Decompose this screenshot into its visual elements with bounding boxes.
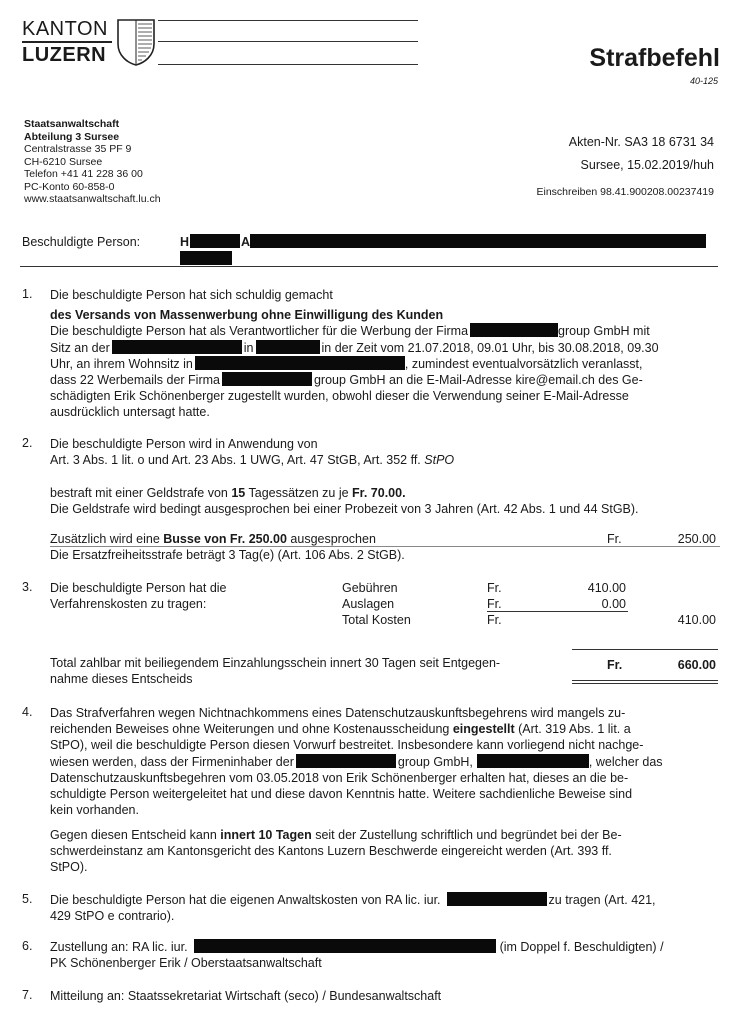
text: seit der Zustellung schriftlich und begründet bei der Be-	[311, 828, 622, 842]
fine-line	[50, 485, 720, 501]
penalty-rule	[50, 546, 720, 547]
section-number: 5.	[22, 892, 33, 906]
section-5	[50, 892, 720, 924]
cost-currency: Fr.	[487, 581, 502, 595]
text	[50, 827, 720, 843]
cost-label: Gebühren	[342, 581, 398, 595]
sender-department: Abteilung 3 Sursee	[24, 130, 120, 143]
section-2-intro: Die beschuldigte Person wird in Anwendung von	[50, 437, 318, 451]
redaction-bar	[447, 892, 547, 906]
penalty-total: 250.00	[677, 532, 716, 546]
text: in der Zeit vom 21.07.2018, 09.01 Uhr, bis 30.08.2018, 09.30	[321, 340, 659, 355]
cost-total: 410.00	[677, 613, 716, 627]
fine-sentence	[50, 485, 720, 517]
text: Total zahlbar mit beiliegendem Einzahlungsschein innert 30 Tagen seit Entgegen-	[50, 656, 501, 670]
text: StPO	[424, 453, 455, 468]
text: nahme dieses Entscheids	[50, 672, 193, 687]
sender-website: www.staatsanwaltschaft.lu.ch	[24, 193, 161, 205]
text: bestraft mit einer Geldstrafe von	[50, 486, 232, 500]
sender-city: CH-6210 Sursee	[24, 155, 103, 168]
section-1-line	[50, 372, 720, 388]
daily-rate-count: 15	[231, 486, 246, 500]
text: Verfahrenskosten zu tragen:	[50, 597, 207, 612]
sender-account: PC-Konto 60-858-0	[24, 180, 115, 193]
section-1-intro: Die beschuldigte Person hat sich schuldig gemacht	[50, 288, 333, 302]
accused-label: Beschuldigte Person:	[22, 235, 141, 249]
appeal-notice	[50, 827, 720, 876]
redaction-bar	[477, 754, 589, 768]
grand-total-currency: Fr.	[607, 658, 623, 672]
text: ausgesprochen	[286, 532, 376, 546]
section-1-line	[50, 356, 720, 372]
sender-address	[24, 118, 264, 206]
cost-amount: 410.00	[587, 581, 626, 595]
cost-currency: Fr.	[487, 613, 502, 627]
text: Art. 3 Abs. 1 lit. o und Art. 23 Abs. 1 UWG, Art. 47 StGB, Art. 352 ff.	[50, 453, 425, 468]
form-code: 40-125	[689, 76, 718, 86]
text: (im Doppel f. Beschuldigten) /	[499, 940, 664, 954]
text	[50, 939, 720, 955]
coat-of-arms-icon	[116, 18, 156, 66]
redaction-bar	[195, 356, 405, 370]
redaction-bar	[470, 323, 558, 337]
payment-instructions	[50, 655, 570, 687]
text: , zumindest eventualvorsätzlich veranlasst,	[404, 356, 643, 371]
legal-basis	[50, 452, 720, 468]
sender-phone: Telefon +41 41 228 36 00	[24, 168, 143, 180]
text: StPO).	[50, 860, 88, 875]
penalty-amount: Busse von Fr. 250.00	[163, 532, 287, 546]
text: Datenschutzauskunftsbegehren vom 03.05.2018 von Erik Schönenberger erhalten hat, dieses an die be-	[50, 770, 629, 785]
total-rule-top	[572, 649, 718, 650]
text: wiesen werden, dass der Firmeninhaber der	[50, 754, 294, 769]
section-6	[50, 939, 720, 971]
document-title: Strafbefehl	[589, 44, 720, 72]
cost-label: Total Kosten	[342, 613, 411, 627]
text: eingestellt	[452, 722, 515, 737]
text: Zustellung an: RA lic. iur.	[50, 940, 188, 954]
header-line-2	[158, 41, 418, 42]
redaction-bar	[190, 234, 240, 248]
penalty-line	[50, 531, 590, 547]
section-number: 7.	[22, 988, 33, 1002]
section-2	[50, 436, 720, 468]
redaction-bar	[296, 754, 396, 768]
section-7: Mitteilung an: Staatssekretariat Wirtschaft (seco) / Bundesanwaltschaft	[50, 989, 442, 1003]
text: zu tragen (Art. 421,	[548, 893, 656, 907]
redaction-bar	[256, 340, 320, 354]
currency-label: Fr.	[607, 532, 622, 546]
text: PK Schönenberger Erik / Oberstaatsanwaltschaft	[50, 956, 322, 971]
substitute-custody-line: Die Ersatzfreiheitsstrafe beträgt 3 Tag(e) (Art. 106 Abs. 2 StGB).	[50, 548, 405, 562]
text: Uhr, an ihrem Wohnsitz in	[50, 356, 193, 371]
text	[50, 892, 720, 908]
grand-total-amount: 660.00	[677, 658, 716, 672]
text: Das Strafverfahren wegen Nichtnachkommens eines Datenschutzauskunftsbegehrens wird mangels zu-	[50, 706, 626, 720]
probation-line: Die Geldstrafe wird bedingt ausgesprochen bei einer Probezeit von 3 Jahren (Art. 42 Abs. 1 und 44 StGB).	[50, 502, 639, 517]
file-number: Akten-Nr. SA3 18 6731 34	[568, 135, 714, 149]
total-rule-bottom-2	[572, 683, 718, 684]
text: group GmbH,	[397, 754, 473, 769]
place-date: Sursee, 15.02.2019/huh	[580, 158, 714, 172]
accused-initial-first: H	[180, 235, 190, 249]
text: schwerdeinstanz am Kantonsgericht des Kantons Luzern Beschwerde eingereicht werden (Art. 393 ff.	[50, 844, 612, 859]
text: Die beschuldigte Person hat die	[50, 581, 227, 595]
section-number: 3.	[22, 580, 33, 594]
section-number: 2.	[22, 436, 33, 450]
section-number: 4.	[22, 705, 33, 719]
redaction-bar	[180, 251, 232, 265]
section-number: 1.	[22, 287, 33, 301]
header-line-1	[158, 20, 418, 21]
appeal-deadline: innert 10 Tagen	[220, 828, 312, 842]
cost-amount: 0.00	[601, 597, 626, 611]
text	[50, 754, 720, 770]
logo-text-kanton: KANTON	[22, 18, 108, 40]
text: Tagessätzen zu je	[245, 486, 353, 500]
text: in	[243, 340, 254, 355]
text	[50, 721, 720, 737]
text: Sitz an der	[50, 340, 110, 355]
text: group GmbH an die E-Mail-Adresse kire@email.ch des Ge-	[313, 373, 643, 388]
sender-street: Centralstrasse 35 PF 9	[24, 143, 132, 155]
text: dass 22 Werbemails der Firma	[50, 373, 220, 388]
cost-label: Auslagen	[342, 597, 395, 611]
section-1-line: ausdrücklich untersagt hatte.	[50, 405, 210, 420]
text: Gegen diesen Entscheid kann	[50, 828, 221, 842]
accused-divider	[20, 266, 718, 267]
cost-subtotal-rule	[487, 611, 628, 612]
text: kein vorhanden.	[50, 803, 139, 818]
daily-rate-amount: Fr. 70.00.	[352, 486, 406, 500]
total-rule-bottom-1	[572, 680, 718, 681]
text: reichenden Beweises ohne Weiterungen und ohne Kostenausscheidung	[50, 722, 453, 737]
section-number: 6.	[22, 939, 33, 953]
section-1-line	[50, 340, 720, 356]
section-1	[50, 287, 720, 421]
section-4	[50, 705, 720, 818]
redaction-bar	[222, 372, 312, 386]
logo-underline	[22, 41, 112, 43]
text: Zusätzlich wird eine	[50, 532, 164, 546]
section-1-line: schädigten Erik Schönenberger zugestellt wurden, obwohl dieser die Verwendung seiner E-Mail-Adresse	[50, 389, 629, 404]
section-1-line	[50, 323, 720, 339]
text: StPO), weil die beschuldigte Person diesen Vorwurf bestreitet. Insbesondere kann vorliegend nicht nachge-	[50, 738, 644, 753]
text: Die beschuldigte Person hat die eigenen Anwaltskosten von RA lic. iur.	[50, 893, 441, 907]
logo-text-luzern: LUZERN	[22, 44, 107, 66]
accused-initial-last: A	[241, 235, 251, 249]
registered-mail-number: Einschreiben 98.41.900208.00237419	[536, 186, 714, 198]
text: (Art. 319 Abs. 1 lit. a	[514, 722, 631, 737]
text: 429 StPO e contrario).	[50, 909, 175, 924]
header-line-3	[158, 64, 418, 65]
offense-heading: des Versands von Massenwerbung ohne Einwilligung des Kunden	[50, 308, 444, 323]
redaction-bar	[250, 234, 706, 248]
text: Die beschuldigte Person hat als Verantwortlicher für die Werbung der Firma	[50, 324, 469, 339]
text: , welcher das	[588, 754, 663, 769]
costs-intro	[50, 580, 310, 612]
redaction-bar	[194, 939, 496, 953]
text: schuldigte Person weitergeleitet hat und diese davon Kenntnis hatte. Weitere sachdienliche Beweise sind	[50, 787, 633, 802]
sender-name: Staatsanwaltschaft	[24, 118, 120, 130]
cost-currency: Fr.	[487, 597, 502, 611]
redaction-bar	[112, 340, 242, 354]
text: group GmbH mit	[558, 324, 650, 339]
